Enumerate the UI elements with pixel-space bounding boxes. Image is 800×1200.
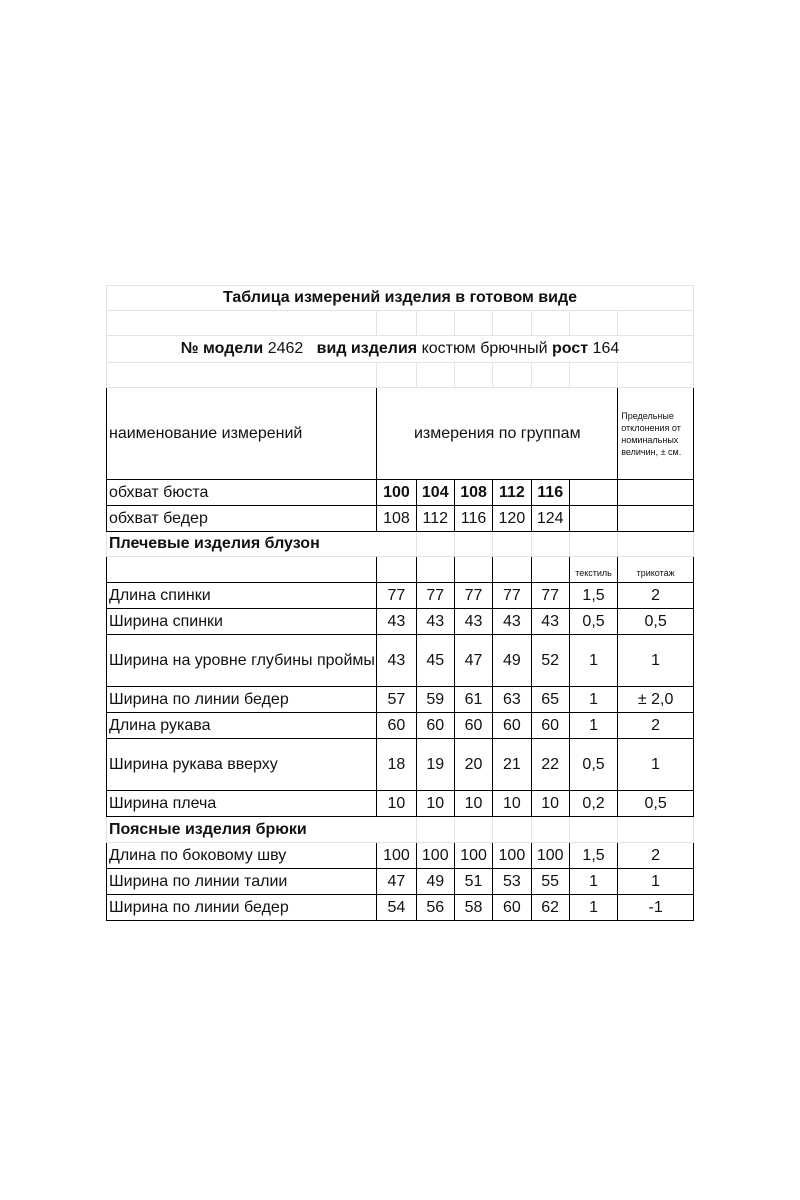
height-value: 164 bbox=[592, 340, 620, 357]
measurement-label: Ширина по линии бедер bbox=[107, 895, 377, 921]
measurement-value: 77 bbox=[493, 583, 531, 609]
tolerance-knit: 2 bbox=[618, 713, 694, 739]
measurement-value: 60 bbox=[493, 713, 531, 739]
model-line bbox=[107, 336, 694, 363]
measurement-value: 100 bbox=[531, 843, 569, 869]
tolerance-textile: 1 bbox=[569, 635, 617, 687]
measurement-value: 59 bbox=[416, 687, 454, 713]
measurement-value: 43 bbox=[416, 609, 454, 635]
table-row bbox=[107, 869, 694, 895]
tolerance-textile: 1 bbox=[569, 869, 617, 895]
table-row bbox=[107, 713, 694, 739]
measurement-value: 62 bbox=[531, 895, 569, 921]
size-value: 104 bbox=[416, 480, 454, 506]
tolerance-textile: 0,5 bbox=[569, 609, 617, 635]
measurement-value: 10 bbox=[416, 791, 454, 817]
measurement-value: 63 bbox=[493, 687, 531, 713]
tolerance-knit: 1 bbox=[618, 739, 694, 791]
model-number-label: № модели bbox=[180, 340, 264, 357]
measurement-value: 19 bbox=[416, 739, 454, 791]
tolerance-knit: 0,5 bbox=[618, 609, 694, 635]
size-value: 112 bbox=[416, 506, 454, 532]
measurement-value: 77 bbox=[454, 583, 492, 609]
tolerance-knit: ± 2,0 bbox=[618, 687, 694, 713]
measurement-value: 10 bbox=[377, 791, 416, 817]
tolerance-textile: 1 bbox=[569, 713, 617, 739]
measurement-value: 100 bbox=[377, 843, 416, 869]
measurement-value: 49 bbox=[416, 869, 454, 895]
measurement-label: Ширина рукава вверху bbox=[107, 739, 377, 791]
measurement-label: Длина рукава bbox=[107, 713, 377, 739]
measurement-label: Ширина по линии талии bbox=[107, 869, 377, 895]
measurement-value: 58 bbox=[454, 895, 492, 921]
measurement-value: 10 bbox=[493, 791, 531, 817]
measurement-value: 57 bbox=[377, 687, 416, 713]
measurement-label: Длина спинки bbox=[107, 583, 377, 609]
measurement-value: 65 bbox=[531, 687, 569, 713]
section-title-blouson: Плечевые изделия блузон bbox=[107, 532, 417, 557]
size-value: 120 bbox=[493, 506, 531, 532]
table-title: Таблица измерений изделия в готовом виде bbox=[107, 286, 694, 311]
measurement-value: 60 bbox=[454, 713, 492, 739]
size-value: 116 bbox=[454, 506, 492, 532]
table-row bbox=[107, 791, 694, 817]
table-row bbox=[107, 895, 694, 921]
size-row bbox=[107, 506, 694, 532]
empty-cell bbox=[618, 506, 694, 532]
table-row bbox=[107, 739, 694, 791]
tolerance-knit-label: трикотаж bbox=[618, 557, 694, 583]
measurement-label: Длина по боковому шву bbox=[107, 843, 377, 869]
measurement-value: 100 bbox=[416, 843, 454, 869]
header-tolerance-column: Предельные отклонения от номинальных величин, ± см. bbox=[618, 388, 694, 480]
tolerance-textile: 1 bbox=[569, 895, 617, 921]
measurement-value: 100 bbox=[454, 843, 492, 869]
measurement-label: Ширина на уровне глубины проймы bbox=[107, 635, 377, 687]
size-value: 112 bbox=[493, 480, 531, 506]
size-row-label: обхват бюста bbox=[107, 480, 377, 506]
tolerance-knit: 1 bbox=[618, 635, 694, 687]
measurement-label: Ширина плеча bbox=[107, 791, 377, 817]
size-row bbox=[107, 480, 694, 506]
measurement-value: 22 bbox=[531, 739, 569, 791]
measurement-value: 18 bbox=[377, 739, 416, 791]
measurement-value: 53 bbox=[493, 869, 531, 895]
measurement-value: 47 bbox=[454, 635, 492, 687]
empty-cell bbox=[569, 506, 617, 532]
size-value: 108 bbox=[377, 506, 416, 532]
size-value: 124 bbox=[531, 506, 569, 532]
product-kind-label: вид изделия bbox=[316, 340, 418, 357]
measurement-value: 55 bbox=[531, 869, 569, 895]
measurement-value: 43 bbox=[531, 609, 569, 635]
section-title-trousers: Поясные изделия брюки bbox=[107, 817, 417, 843]
measurement-value: 60 bbox=[377, 713, 416, 739]
measurement-table bbox=[106, 285, 694, 921]
measurement-value: 43 bbox=[377, 635, 416, 687]
measurement-value: 45 bbox=[416, 635, 454, 687]
size-value: 116 bbox=[531, 480, 569, 506]
measurement-value: 54 bbox=[377, 895, 416, 921]
tolerance-knit: 1 bbox=[618, 869, 694, 895]
measurement-value: 43 bbox=[493, 609, 531, 635]
header-name-column: наименование измерений bbox=[107, 388, 377, 480]
tolerance-knit: 2 bbox=[618, 843, 694, 869]
table-row bbox=[107, 583, 694, 609]
size-value: 108 bbox=[454, 480, 492, 506]
tolerance-textile: 1,5 bbox=[569, 583, 617, 609]
table-row bbox=[107, 687, 694, 713]
table-row bbox=[107, 843, 694, 869]
tolerance-textile: 1 bbox=[569, 687, 617, 713]
measurement-value: 47 bbox=[377, 869, 416, 895]
tolerance-textile: 0,2 bbox=[569, 791, 617, 817]
measurement-value: 60 bbox=[416, 713, 454, 739]
measurement-value: 77 bbox=[531, 583, 569, 609]
tolerance-textile-label: текстиль bbox=[569, 557, 617, 583]
measurement-value: 100 bbox=[493, 843, 531, 869]
measurement-value: 60 bbox=[531, 713, 569, 739]
measurement-label: Ширина по линии бедер bbox=[107, 687, 377, 713]
product-kind-value: костюм брючный bbox=[421, 340, 548, 357]
measurement-value: 21 bbox=[493, 739, 531, 791]
tolerance-knit: -1 bbox=[618, 895, 694, 921]
measurement-value: 60 bbox=[493, 895, 531, 921]
measurement-value: 20 bbox=[454, 739, 492, 791]
size-value: 100 bbox=[377, 480, 416, 506]
measurement-label: Ширина спинки bbox=[107, 609, 377, 635]
measurement-value: 10 bbox=[531, 791, 569, 817]
tolerance-knit: 2 bbox=[618, 583, 694, 609]
empty-cell bbox=[569, 480, 617, 506]
measurement-value: 61 bbox=[454, 687, 492, 713]
height-label: рост bbox=[552, 340, 589, 357]
header-groups-column: измерения по группам bbox=[377, 388, 618, 480]
model-number-value: 2462 bbox=[267, 340, 304, 357]
measurement-value: 77 bbox=[416, 583, 454, 609]
tolerance-textile: 0,5 bbox=[569, 739, 617, 791]
measurement-value: 10 bbox=[454, 791, 492, 817]
table-row bbox=[107, 635, 694, 687]
measurement-value: 43 bbox=[454, 609, 492, 635]
measurement-value: 49 bbox=[493, 635, 531, 687]
empty-cell bbox=[618, 480, 694, 506]
measurement-value: 52 bbox=[531, 635, 569, 687]
measurement-sheet bbox=[106, 285, 694, 921]
tolerance-knit: 0,5 bbox=[618, 791, 694, 817]
measurement-value: 43 bbox=[377, 609, 416, 635]
measurement-value: 51 bbox=[454, 869, 492, 895]
measurement-value: 77 bbox=[377, 583, 416, 609]
tolerance-textile: 1,5 bbox=[569, 843, 617, 869]
size-row-label: обхват бедер bbox=[107, 506, 377, 532]
table-row bbox=[107, 609, 694, 635]
measurement-value: 56 bbox=[416, 895, 454, 921]
